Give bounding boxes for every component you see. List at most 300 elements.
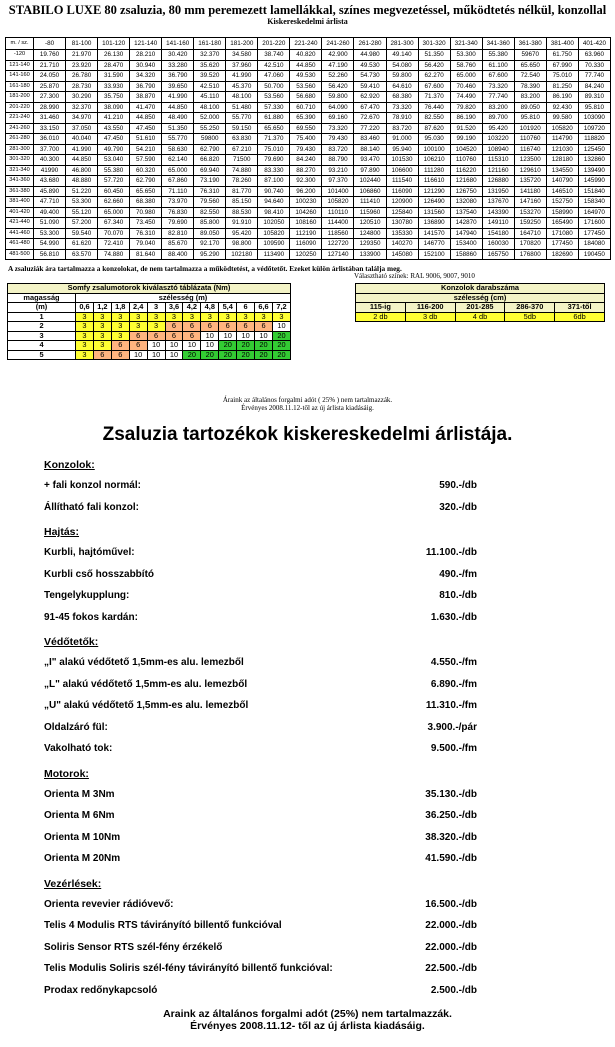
price-cell: 109590 xyxy=(258,239,290,250)
price-cell: 26.130 xyxy=(98,50,130,61)
price-cell: 43.680 xyxy=(34,176,66,187)
price-cell: 153400 xyxy=(450,239,482,250)
price-cell: 120250 xyxy=(290,249,322,260)
price-cell: 63.570 xyxy=(66,249,98,260)
price-cell: 53.560 xyxy=(258,92,290,103)
height-row-header: 121-140 xyxy=(6,60,34,71)
konzol-count-cell: 6db xyxy=(555,312,605,322)
price-cell: 53.560 xyxy=(290,81,322,92)
torque-cell: 3 xyxy=(93,341,111,351)
price-cell: 89.050 xyxy=(194,228,226,239)
price-cell: 114400 xyxy=(322,218,354,229)
torque-cell: 6 xyxy=(129,331,147,341)
price-cell: 59.800 xyxy=(386,71,418,82)
table-row xyxy=(6,71,611,82)
price-cell: 85.670 xyxy=(162,239,194,250)
price-cell: 72.670 xyxy=(354,113,386,124)
price-cell: 95.420 xyxy=(482,123,514,134)
price-cell: 137670 xyxy=(482,197,514,208)
price-cell: 73.970 xyxy=(162,197,194,208)
price-cell: 147160 xyxy=(514,197,546,208)
torque-cell: 10 xyxy=(147,350,165,360)
width-column-header: 281-300 xyxy=(386,38,418,50)
torque-cell: 3 xyxy=(237,312,255,322)
price-cell: 21.970 xyxy=(66,50,98,61)
width-column-header: 201-220 xyxy=(258,38,290,50)
price-cell: 63.960 xyxy=(578,50,610,61)
price-cell: 126490 xyxy=(418,197,450,208)
price-cell: 106600 xyxy=(386,165,418,176)
price-cell: 116740 xyxy=(514,144,546,155)
price-cell: 61.750 xyxy=(546,50,578,61)
price-cell: 104260 xyxy=(290,207,322,218)
price-cell: 72.410 xyxy=(98,239,130,250)
price-cell: 98.410 xyxy=(258,207,290,218)
section-heading: Hajtás: xyxy=(44,526,80,538)
torque-cell: 20 xyxy=(237,341,255,351)
price-cell: 58.760 xyxy=(450,60,482,71)
height-label: magasság xyxy=(8,293,76,303)
height-row-header: 281-300 xyxy=(6,144,34,155)
torque-cell: 3 xyxy=(129,322,147,332)
item-name: Kurbli, hajtóművel: xyxy=(44,547,135,558)
price-cell: 44.850 xyxy=(130,113,162,124)
height-row-header: 321-340 xyxy=(6,165,34,176)
price-cell: 73.190 xyxy=(194,176,226,187)
price-cell: 41.990 xyxy=(162,92,194,103)
item-name: + fali konzol normál: xyxy=(44,480,141,491)
price-cell: 73.320 xyxy=(386,102,418,113)
price-cell: 58.630 xyxy=(162,144,194,155)
price-cell: 149110 xyxy=(482,218,514,229)
price-cell: 65.000 xyxy=(162,165,194,176)
price-cell: 48.880 xyxy=(66,176,98,187)
torque-cell: 10 xyxy=(165,341,183,351)
price-cell: 28.730 xyxy=(66,81,98,92)
price-cell: 54.990 xyxy=(34,239,66,250)
torque-cell: 10 xyxy=(201,341,219,351)
price-cell: 57.200 xyxy=(66,218,98,229)
price-cell: 30.420 xyxy=(162,50,194,61)
table-row xyxy=(6,228,611,239)
width-range-header: 116-200 xyxy=(405,303,455,313)
price-cell: 68.380 xyxy=(130,197,162,208)
height-row-header: 141-160 xyxy=(6,71,34,82)
price-cell: 51.090 xyxy=(34,218,66,229)
width-column-header: 381-400 xyxy=(546,38,578,50)
width-column-header: 341-360 xyxy=(482,38,514,50)
price-cell: 53.300 xyxy=(66,197,98,208)
price-cell: 53.040 xyxy=(98,155,130,166)
price-cell: 133900 xyxy=(354,249,386,260)
table-corner-header: m. / sz. xyxy=(6,38,34,50)
width-header: 2,4 xyxy=(129,303,147,313)
price-cell: 153270 xyxy=(514,207,546,218)
price-cell: 32.370 xyxy=(194,50,226,61)
width-column-header: 261-280 xyxy=(354,38,386,50)
price-cell: 104520 xyxy=(450,144,482,155)
price-cell: 48.100 xyxy=(194,102,226,113)
price-cell: 38.090 xyxy=(98,102,130,113)
price-cell: 88.530 xyxy=(226,207,258,218)
item-name: 91-45 fokos kardán: xyxy=(44,611,138,623)
price-cell: 65.000 xyxy=(98,207,130,218)
height-row-header: 201-220 xyxy=(6,102,34,113)
price-cell: 49.790 xyxy=(98,144,130,155)
torque-cell: 10 xyxy=(201,331,219,341)
price-cell: 145080 xyxy=(386,249,418,260)
price-cell: 140270 xyxy=(386,239,418,250)
torque-cell: 3 xyxy=(93,312,111,322)
item-name: „L" alakú védőtető 1,5mm-es alu. lemezből xyxy=(44,678,248,690)
height-row-header: 241-260 xyxy=(6,123,34,134)
width-column-header: 181-200 xyxy=(226,38,258,50)
price-cell: 91.000 xyxy=(386,134,418,145)
item-price: 38.320.-/db xyxy=(425,831,477,843)
price-cell: 111410 xyxy=(354,197,386,208)
height-row-header: 301-320 xyxy=(6,155,34,166)
price-cell: 79.820 xyxy=(450,102,482,113)
price-cell: 92.300 xyxy=(290,176,322,187)
price-cell: 61.880 xyxy=(258,113,290,124)
price-cell: 48.490 xyxy=(162,113,194,124)
table-row xyxy=(6,92,611,103)
price-cell: 118820 xyxy=(578,134,610,145)
price-cell: 171080 xyxy=(546,228,578,239)
item-name: Orienta M 10Nm xyxy=(44,831,121,843)
price-cell: 55.770 xyxy=(226,113,258,124)
price-cell: 77.220 xyxy=(354,123,386,134)
price-cell: 124800 xyxy=(354,228,386,239)
price-cell: 100230 xyxy=(290,197,322,208)
section-heading: Vezérlések: xyxy=(44,877,102,890)
item-price: 2.500.-/db xyxy=(430,984,477,996)
price-cell: 41.470 xyxy=(130,102,162,113)
torque-cell: 20 xyxy=(272,341,290,351)
price-cell: 81.640 xyxy=(130,249,162,260)
price-cell: 55.380 xyxy=(482,50,514,61)
price-cell: 44.850 xyxy=(66,155,98,166)
torque-cell: 3 xyxy=(255,312,273,322)
width-column-header: 221-240 xyxy=(290,38,322,50)
konzol-count-table xyxy=(355,283,605,322)
price-cell: 121030 xyxy=(546,144,578,155)
price-cell: 142870 xyxy=(450,218,482,229)
price-cell: 95.810 xyxy=(514,113,546,124)
price-cell: 54.730 xyxy=(354,71,386,82)
torque-cell: 10 xyxy=(272,322,290,332)
price-cell: 135330 xyxy=(386,228,418,239)
price-cell: 67.210 xyxy=(226,144,258,155)
price-cell: 79.560 xyxy=(194,197,226,208)
price-cell: 36.790 xyxy=(130,81,162,92)
width-column-header: -80 xyxy=(34,38,66,50)
width-header: 0,6 xyxy=(76,303,94,313)
price-cell: 108940 xyxy=(482,144,514,155)
height-row-header: 5 xyxy=(8,350,76,360)
price-cell: 24.050 xyxy=(34,71,66,82)
price-cell: 184080 xyxy=(578,239,610,250)
width-label: szélesség (cm) xyxy=(356,293,605,303)
item-name: Kurbli cső hosszabbító xyxy=(44,568,155,580)
torque-cell: 3 xyxy=(147,312,165,322)
torque-cell: 3 xyxy=(93,322,111,332)
price-cell: 164970 xyxy=(578,207,610,218)
price-cell: 44.850 xyxy=(290,60,322,71)
price-cell: 45.370 xyxy=(226,81,258,92)
price-cell: 177450 xyxy=(578,228,610,239)
price-cell: 78.390 xyxy=(514,81,546,92)
price-cell: 146770 xyxy=(418,239,450,250)
price-cell: 40.300 xyxy=(34,155,66,166)
item-price: 6.890.-/fm xyxy=(430,678,477,690)
price-cell: 114790 xyxy=(546,134,578,145)
note-colors: Választható színek: RAL 9006, 9007, 9010 xyxy=(354,272,475,280)
price-cell: 89.310 xyxy=(578,92,610,103)
price-cell: 67.340 xyxy=(98,218,130,229)
item-name: Orienta M 3Nm xyxy=(44,788,115,800)
torque-cell: 3 xyxy=(183,312,201,322)
price-cell: 51.610 xyxy=(130,134,162,145)
price-cell: 102050 xyxy=(258,218,290,229)
price-cell: 116090 xyxy=(290,239,322,250)
item-name: Tengelykupplung: xyxy=(44,590,130,601)
torque-cell: 20 xyxy=(201,350,219,360)
torque-cell: 3 xyxy=(111,331,129,341)
price-cell: 88.140 xyxy=(354,144,386,155)
price-cell: 101530 xyxy=(386,155,418,166)
price-cell: 76.310 xyxy=(130,228,162,239)
price-cell: 128180 xyxy=(546,155,578,166)
torque-cell: 6 xyxy=(165,331,183,341)
price-cell: 49.530 xyxy=(354,60,386,71)
price-cell: 38.870 xyxy=(130,92,162,103)
price-cell: 60.450 xyxy=(98,186,130,197)
table-row xyxy=(8,312,291,322)
price-cell: 39.650 xyxy=(162,81,194,92)
torque-cell: 3 xyxy=(111,312,129,322)
price-cell: 68.380 xyxy=(386,92,418,103)
table-row xyxy=(6,144,611,155)
price-cell: 59.800 xyxy=(322,92,354,103)
price-cell: 59.410 xyxy=(354,81,386,92)
item-price: 810.-/db xyxy=(439,590,477,601)
item-name: Állítható fali konzol: xyxy=(44,501,139,513)
width-column-header: 81-100 xyxy=(66,38,98,50)
torque-cell: 3 xyxy=(201,312,219,322)
price-cell: 59800 xyxy=(194,134,226,145)
price-cell: 123500 xyxy=(514,155,546,166)
price-cell: 38.740 xyxy=(258,50,290,61)
price-cell: 51.480 xyxy=(226,102,258,113)
height-row-header: 341-360 xyxy=(6,176,34,187)
torque-cell: 10 xyxy=(237,331,255,341)
price-cell: 60.710 xyxy=(290,102,322,113)
price-cell: 37.050 xyxy=(66,123,98,134)
section-heading: Védőtetők: xyxy=(44,636,99,648)
price-cell: 176800 xyxy=(514,249,546,260)
price-cell: 70.460 xyxy=(450,81,482,92)
price-cell: 105820 xyxy=(322,197,354,208)
price-cell: 78.260 xyxy=(226,176,258,187)
price-cell: 136890 xyxy=(418,218,450,229)
height-row-header: 161-180 xyxy=(6,81,34,92)
price-cell: 83.330 xyxy=(258,165,290,176)
price-cell: 44.980 xyxy=(354,50,386,61)
price-cell: 103220 xyxy=(482,134,514,145)
price-cell: 63.830 xyxy=(226,134,258,145)
price-cell: 35.620 xyxy=(194,60,226,71)
price-cell: 74.880 xyxy=(226,165,258,176)
price-cell: 84.240 xyxy=(578,81,610,92)
price-cell: 145990 xyxy=(578,176,610,187)
table-row xyxy=(6,186,611,197)
price-cell: 47.060 xyxy=(258,71,290,82)
price-cell: 110760 xyxy=(450,155,482,166)
price-cell: 56.680 xyxy=(290,92,322,103)
price-cell: 101400 xyxy=(322,186,354,197)
price-cell: 98.800 xyxy=(226,239,258,250)
table-row xyxy=(6,50,611,61)
width-column-header: 241-260 xyxy=(322,38,354,50)
price-cell: 158860 xyxy=(450,249,482,260)
price-cell: 131560 xyxy=(418,207,450,218)
torque-cell: 6 xyxy=(111,350,129,360)
konzol-count-cell: 3 db xyxy=(405,312,455,322)
height-row-header: 461-480 xyxy=(6,239,34,250)
item-name: Telis Modulis Soliris szél-fény távirányító billentő funkcióval: xyxy=(44,963,333,974)
price-cell: 125840 xyxy=(386,207,418,218)
item-price: 22.000.-/db xyxy=(425,941,477,953)
accessories-title: Zsaluzia tartozékok kiskereskedelmi árlistája. xyxy=(102,424,513,445)
table-row xyxy=(6,165,611,176)
torque-cell: 20 xyxy=(272,331,290,341)
height-row-header: 481-500 xyxy=(6,249,34,260)
price-cell: 110760 xyxy=(514,134,546,145)
price-cell: 88.790 xyxy=(322,155,354,166)
price-cell: 62.790 xyxy=(130,176,162,187)
price-cell: 105820 xyxy=(258,228,290,239)
price-cell: 81.250 xyxy=(546,81,578,92)
price-cell: 67.600 xyxy=(418,81,450,92)
height-row-header: 1 xyxy=(8,312,76,322)
width-range-header: 201-285 xyxy=(455,303,505,313)
price-cell: 66.820 xyxy=(194,155,226,166)
price-cell: 171600 xyxy=(578,218,610,229)
width-header: 5,4 xyxy=(219,303,237,313)
item-name: Soliris Sensor RTS szél-fény érzékelő xyxy=(44,941,223,953)
table-row xyxy=(6,102,611,113)
price-cell: 111280 xyxy=(418,165,450,176)
price-cell: 71.110 xyxy=(162,186,194,197)
price-cell: 65.000 xyxy=(450,71,482,82)
width-header: 1,2 xyxy=(93,303,111,313)
width-column-header: 301-320 xyxy=(418,38,450,50)
price-cell: 53.300 xyxy=(34,228,66,239)
price-cell: 54.210 xyxy=(130,144,162,155)
price-cell: 70.070 xyxy=(98,228,130,239)
price-cell: 41.210 xyxy=(98,113,130,124)
price-cell: 28.210 xyxy=(130,50,162,61)
price-cell: 69.940 xyxy=(194,165,226,176)
width-header: 4,2 xyxy=(183,303,201,313)
torque-cell: 20 xyxy=(219,350,237,360)
price-cell: 113490 xyxy=(258,249,290,260)
price-cell: 120510 xyxy=(354,218,386,229)
price-cell: 25.870 xyxy=(34,81,66,92)
price-cell: 102180 xyxy=(226,249,258,260)
torque-cell: 3 xyxy=(76,331,94,341)
price-table xyxy=(5,37,611,260)
torque-cell: 3 xyxy=(76,312,94,322)
page-subtitle: Kiskereskedelmi árlista xyxy=(267,17,348,26)
price-cell: 52.000 xyxy=(194,113,226,124)
price-cell: 45.110 xyxy=(194,92,226,103)
price-cell: 62.270 xyxy=(418,71,450,82)
torque-cell: 6 xyxy=(129,341,147,351)
price-cell: 79.690 xyxy=(258,155,290,166)
price-cell: 106860 xyxy=(354,186,386,197)
torque-cell: 20 xyxy=(272,350,290,360)
validity-note: Érvényes 2008.11.12-től az új árlista kiadásáig. xyxy=(241,404,374,412)
item-price: 490.-/fm xyxy=(439,568,477,580)
price-cell: 141180 xyxy=(514,186,546,197)
price-cell: 127140 xyxy=(322,249,354,260)
price-cell: 75.010 xyxy=(546,71,578,82)
price-cell: 84.240 xyxy=(290,155,322,166)
torque-cell: 6 xyxy=(201,322,219,332)
price-cell: 65.650 xyxy=(258,123,290,134)
price-cell: 46.800 xyxy=(66,165,98,176)
price-cell: 62.790 xyxy=(194,144,226,155)
price-cell: 152750 xyxy=(546,197,578,208)
price-cell: 62.920 xyxy=(354,92,386,103)
torque-cell: 10 xyxy=(147,341,165,351)
price-cell: 64.090 xyxy=(322,102,354,113)
height-row-header: 361-380 xyxy=(6,186,34,197)
price-cell: 41.990 xyxy=(66,144,98,155)
price-cell: 76.440 xyxy=(418,102,450,113)
table-row xyxy=(6,218,611,229)
width-column-header: 121-140 xyxy=(130,38,162,50)
price-cell: 30.940 xyxy=(130,60,162,71)
price-cell: 61.620 xyxy=(66,239,98,250)
torque-cell: 6 xyxy=(219,322,237,332)
price-cell: 115310 xyxy=(482,155,514,166)
price-cell: 81.770 xyxy=(226,186,258,197)
price-cell: 62.140 xyxy=(162,155,194,166)
price-cell: 40.040 xyxy=(66,134,98,145)
torque-cell: 20 xyxy=(237,350,255,360)
price-cell: 95.030 xyxy=(418,134,450,145)
width-column-header: 321-340 xyxy=(450,38,482,50)
price-cell: 122720 xyxy=(322,239,354,250)
price-cell: 86.190 xyxy=(546,92,578,103)
width-header: 1,8 xyxy=(111,303,129,313)
item-price: 22.500.-/db xyxy=(425,963,477,974)
footer-vat: Araink az általános forgalmi adót (25%) nem tartalmazzák. xyxy=(163,1008,452,1020)
width-header: 3,6 xyxy=(165,303,183,313)
price-cell: 93.210 xyxy=(322,165,354,176)
torque-cell: 20 xyxy=(183,350,201,360)
price-cell: 111540 xyxy=(386,176,418,187)
price-cell: 134550 xyxy=(546,165,578,176)
width-column-header: 141-160 xyxy=(162,38,194,50)
width-column-header: 361-380 xyxy=(514,38,546,50)
width-range-header: 115-ig xyxy=(356,303,406,313)
price-cell: 47.710 xyxy=(34,197,66,208)
price-cell: 126750 xyxy=(450,186,482,197)
